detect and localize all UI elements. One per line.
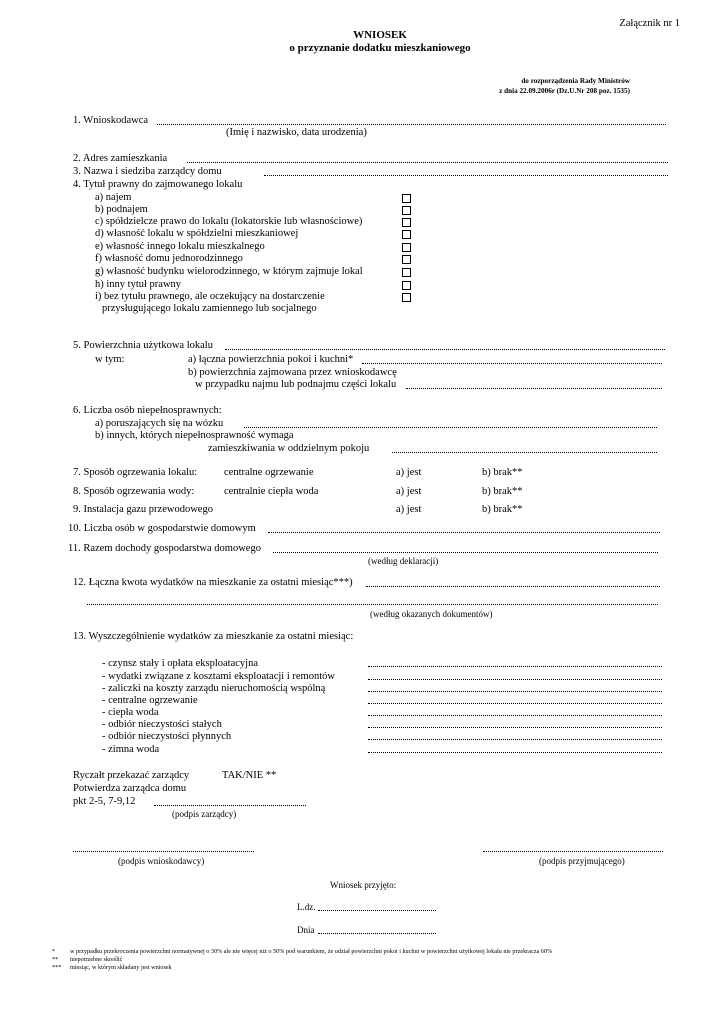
area-occupied-field[interactable]	[406, 388, 662, 389]
heating-yes[interactable]: a) jest	[396, 467, 422, 478]
date-label: Dnia	[297, 925, 315, 935]
footnote-text: niepotrzebne skreślić	[70, 956, 123, 963]
option-label: h) inny tytuł prawny	[95, 279, 182, 290]
water-heating-no[interactable]: b) brak**	[482, 486, 523, 497]
applicant-signature-caption: (podpis wnioskodawcy)	[118, 856, 205, 866]
area-rooms-label: a) łączna powierzchnia pokoi i kuchni*	[188, 354, 354, 365]
admin-confirm-label: Potwierdza zarządca domu	[73, 783, 187, 794]
option-checkbox[interactable]	[402, 293, 411, 302]
water-heating-yes[interactable]: a) jest	[396, 486, 422, 497]
disabled-room-label-2: zamieszkiwania w oddzielnym pokoju	[208, 443, 370, 454]
legal-title-label: 4. Tytuł prawny do zajmowanego lokalu	[73, 179, 243, 190]
expense-item-field[interactable]	[368, 752, 662, 753]
expense-item-label: - zimna woda	[102, 744, 160, 755]
option-label: b) podnajem	[95, 204, 148, 215]
expenses-field[interactable]	[366, 586, 660, 587]
footnote-mark: **	[52, 956, 59, 963]
applicant-field[interactable]	[157, 124, 666, 125]
admin-signature-field[interactable]	[154, 805, 306, 806]
option-checkbox[interactable]	[402, 255, 411, 264]
option-label-continued: przysługującego lokalu zamiennego lub socjalnego	[102, 303, 317, 314]
gas-no[interactable]: b) brak**	[482, 504, 523, 515]
expense-item-field[interactable]	[368, 727, 662, 728]
disabled-room-label: b) innych, których niepełnosprawność wymaga	[95, 430, 294, 441]
footnote-text: w przypadku przekroczenia powierzchni normatywnej o 30% ale nie więcej niż o 50% pod warunkiem, że udział powierzchni pokoi i kuchni w powierzchni użytkowej lokalu nie przekracza 60%	[70, 948, 553, 955]
footnote-text: miesiąc, w którym składany jest wniosek	[70, 964, 172, 971]
expense-item-label: - wydatki związane z kosztami eksploatacji i remontów	[102, 671, 335, 682]
income-caption: (według deklaracji)	[368, 556, 439, 566]
option-label: i) bez tytułu prawnego, ale oczekujący na dostarczenie	[95, 291, 325, 302]
option-checkbox[interactable]	[402, 230, 411, 239]
expense-item-label: - zaliczki na koszty zarządu nieruchomością wspólną	[102, 683, 326, 694]
footnote-mark: *	[52, 948, 56, 955]
attachment-number: Załącznik nr 1	[619, 18, 680, 29]
expense-item-field[interactable]	[368, 691, 662, 692]
area-label: 5. Powierzchnia użytkowa lokalu	[73, 340, 213, 351]
footnote-mark: ***	[52, 964, 62, 971]
expense-item-field[interactable]	[368, 739, 662, 740]
disabled-label: 6. Liczba osób niepełnosprawnych:	[73, 405, 222, 416]
address-label: 2. Adres zamieszkania	[73, 153, 168, 164]
option-checkbox[interactable]	[402, 218, 411, 227]
regulation-ref-2: z dnia 22.09.2006r (Dz.U.Nr 208 poz. 1535)	[499, 87, 630, 95]
admin-points-label: pkt 2-5, 7-9,12	[73, 796, 136, 807]
expense-item-label: - odbiór nieczystości stałych	[102, 719, 222, 730]
option-checkbox[interactable]	[402, 268, 411, 277]
expenses-field-2[interactable]	[87, 604, 658, 605]
option-checkbox[interactable]	[402, 206, 411, 215]
manager-field[interactable]	[264, 175, 668, 176]
income-field[interactable]	[273, 552, 658, 553]
option-label: a) najem	[95, 192, 132, 203]
disabled-room-field[interactable]	[392, 452, 657, 453]
expenses-caption: (według okazanych dokumentów)	[370, 609, 493, 619]
expense-item-label: - ciepła woda	[102, 707, 159, 718]
manager-label: 3. Nazwa i siedziba zarządcy domu	[73, 166, 222, 177]
option-label: g) własność budynku wielorodzinnego, w którym zajmuje lokal	[95, 266, 363, 277]
option-checkbox[interactable]	[402, 281, 411, 290]
area-wtym: w tym:	[95, 354, 125, 365]
ldz-field[interactable]	[318, 910, 436, 911]
expense-item-field[interactable]	[368, 679, 662, 680]
document-subtitle: o przyznanie dodatku mieszkaniowego	[289, 42, 471, 54]
ldz-label: L.dz.	[297, 902, 316, 912]
option-label: c) spółdzielcze prawo do lokalu (lokatorskie lub własnościowe)	[95, 216, 363, 227]
water-heating-label: 8. Sposób ogrzewania wody:	[73, 486, 195, 497]
household-persons-label: 10. Liczba osób w gospodarstwie domowym	[68, 523, 256, 534]
area-occupied-label-2: w przypadku najmu lub podnajmu części lokalu	[195, 379, 397, 390]
income-label: 11. Razem dochody gospodarstwa domowego	[68, 543, 261, 554]
option-label: e) własność innego lokalu mieszkalnego	[95, 241, 265, 252]
receiver-signature-field[interactable]	[483, 851, 663, 852]
disabled-wheelchair-field[interactable]	[244, 427, 657, 428]
tak-nie-option[interactable]: TAK/NIE **	[222, 770, 277, 781]
expenses-breakdown-label: 13. Wyszczególnienie wydatków za mieszkanie za ostatni miesiąc:	[73, 631, 354, 642]
water-heating-type: centralnie ciepła woda	[224, 486, 319, 497]
gas-yes[interactable]: a) jest	[396, 504, 422, 515]
household-persons-field[interactable]	[268, 532, 660, 533]
area-occupied-label: b) powierzchnia zajmowana przez wnioskodawcę	[188, 367, 397, 378]
gas-label: 9. Instalacja gazu przewodowego	[73, 504, 213, 515]
admin-signature-caption: (podpis zarządcy)	[172, 809, 237, 819]
expense-item-field[interactable]	[368, 666, 662, 667]
option-checkbox[interactable]	[402, 243, 411, 252]
expense-item-label: - centralne ogrzewanie	[102, 695, 198, 706]
expenses-label: 12. Łączna kwota wydatków na mieszkanie za ostatni miesiąc***)	[73, 577, 353, 588]
option-label: f) własność domu jednorodzinnego	[95, 253, 243, 264]
area-rooms-field[interactable]	[362, 363, 662, 364]
expense-item-label: - odbiór nieczystości płynnych	[102, 731, 232, 742]
option-checkbox[interactable]	[402, 194, 411, 203]
lump-sum-label: Ryczałt przekazać zarządcy	[73, 770, 190, 781]
applicant-signature-field[interactable]	[73, 851, 254, 852]
receiver-signature-caption: (podpis przyjmującego)	[539, 856, 625, 866]
document-title: WNIOSEK	[353, 29, 407, 41]
disabled-wheelchair-label: a) poruszających się na wózku	[95, 418, 224, 429]
option-label: d) własność lokalu w spółdzielni mieszkaniowej	[95, 228, 299, 239]
address-field[interactable]	[187, 162, 668, 163]
heating-no[interactable]: b) brak**	[482, 467, 523, 478]
expense-item-field[interactable]	[368, 715, 662, 716]
expense-item-label: - czynsz stały i opłata eksploatacyjna	[102, 658, 258, 669]
area-field[interactable]	[225, 349, 665, 350]
heating-label: 7. Sposób ogrzewania lokalu:	[73, 467, 198, 478]
heating-type: centralne ogrzewanie	[224, 467, 314, 478]
date-field[interactable]	[318, 933, 436, 934]
applicant-label: 1. Wnioskodawca	[73, 115, 149, 126]
regulation-ref-1: do rozporządzenia Rady Ministrów	[521, 77, 630, 85]
accepted-label: Wniosek przyjęto:	[330, 880, 397, 890]
applicant-caption: (Imię i nazwisko, data urodzenia)	[226, 127, 367, 138]
expense-item-field[interactable]	[368, 703, 662, 704]
